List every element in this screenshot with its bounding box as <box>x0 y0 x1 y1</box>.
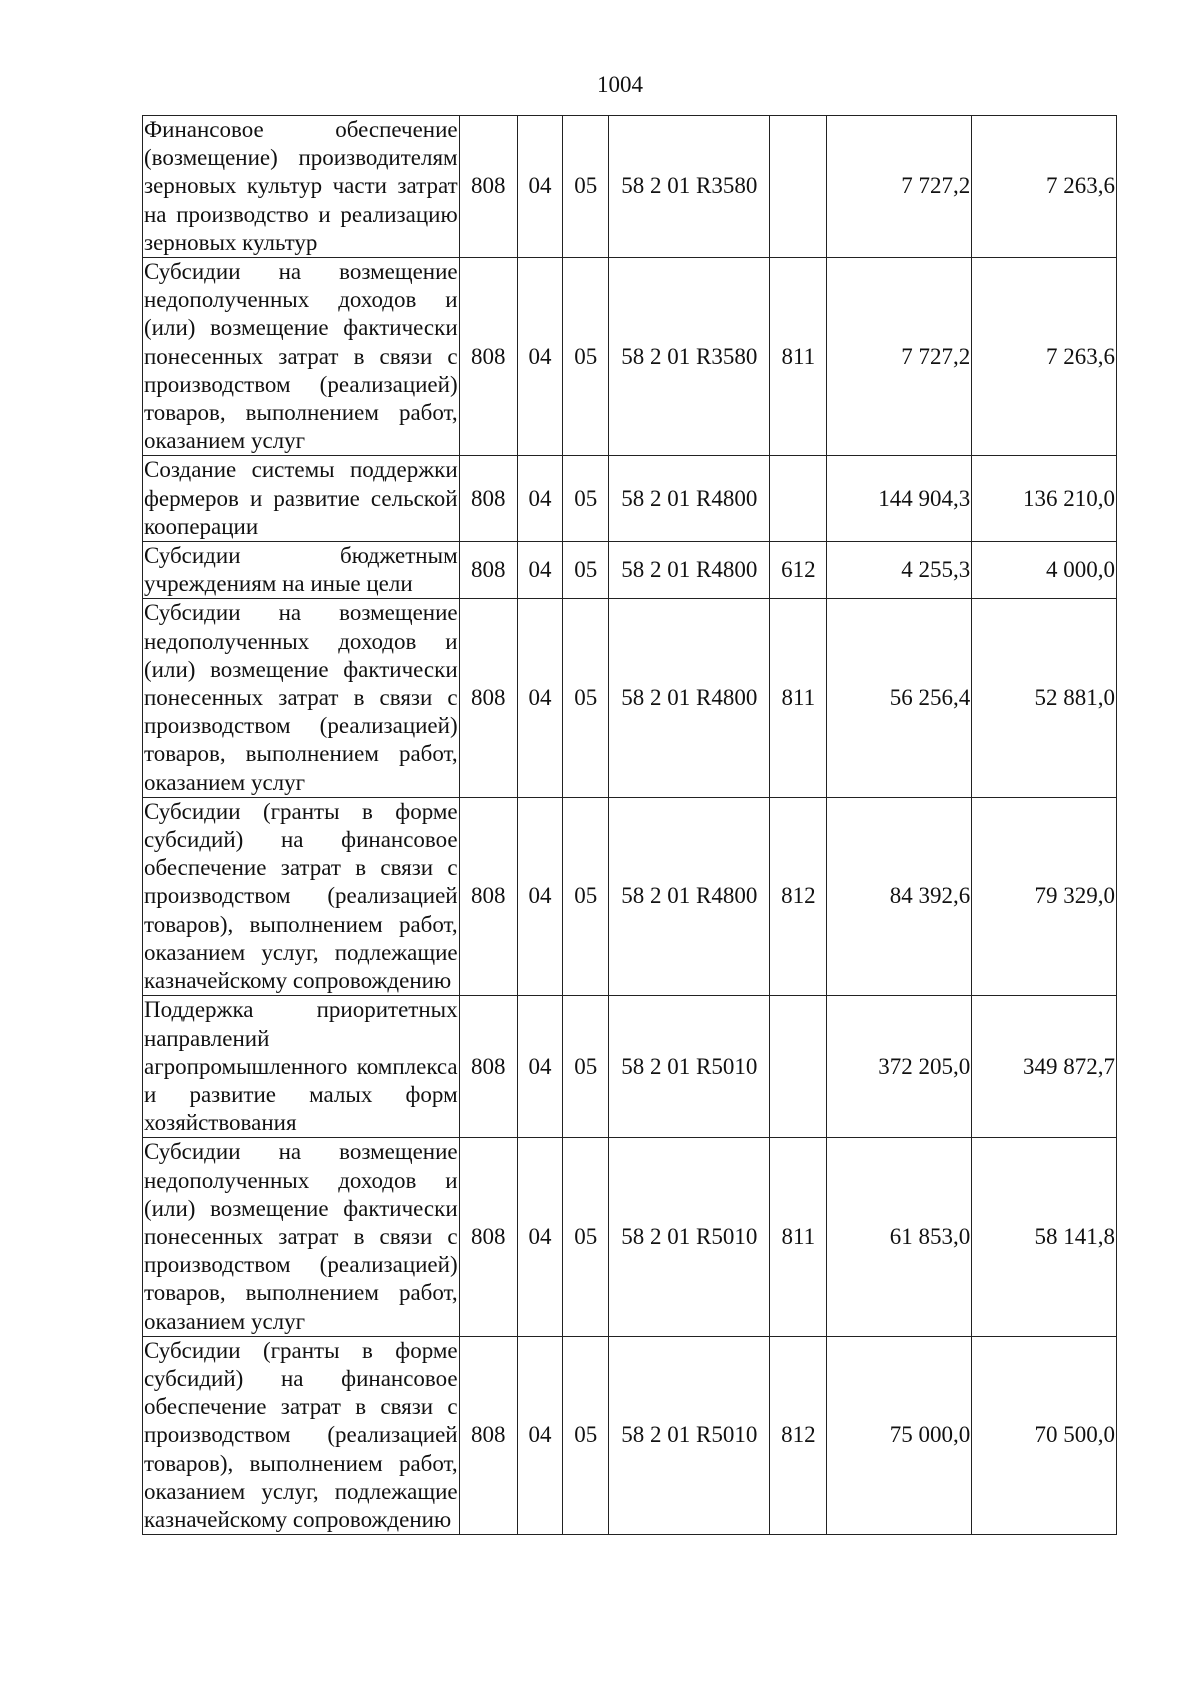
section-code: 04 <box>517 542 562 599</box>
row-name: Финансовое обеспечение (возмещение) производителям зерновых культур части затрат на производство и реализацию зерновых культур <box>143 116 460 258</box>
subsection-code: 05 <box>563 1138 609 1336</box>
expense-type-code <box>770 996 827 1138</box>
row-name: Поддержка приоритетных направлений агропромышленного комплекса и развитие малых форм хозяйствования <box>143 996 460 1138</box>
amount-first: 372 205,0 <box>827 996 972 1138</box>
section-code: 04 <box>517 116 562 258</box>
target-article-code: 58 2 01 R5010 <box>609 996 770 1138</box>
expense-type-code: 812 <box>770 1336 827 1534</box>
table-row <box>143 797 1117 995</box>
expense-type-code <box>770 116 827 258</box>
target-article-code: 58 2 01 R4800 <box>609 797 770 995</box>
table-row <box>143 456 1117 542</box>
row-name: Создание системы поддержки фермеров и развитие сельской кооперации <box>143 456 460 542</box>
target-article-code: 58 2 01 R5010 <box>609 1336 770 1534</box>
ministry-code: 808 <box>459 599 517 797</box>
ministry-code: 808 <box>459 996 517 1138</box>
amount-first: 75 000,0 <box>827 1336 972 1534</box>
table-row <box>143 996 1117 1138</box>
amount-first: 84 392,6 <box>827 797 972 995</box>
amount-second: 58 141,8 <box>972 1138 1117 1336</box>
section-code: 04 <box>517 456 562 542</box>
target-article-code: 58 2 01 R4800 <box>609 456 770 542</box>
expense-type-code <box>770 456 827 542</box>
table-row <box>143 542 1117 599</box>
ministry-code: 808 <box>459 1336 517 1534</box>
target-article-code: 58 2 01 R5010 <box>609 1138 770 1336</box>
row-name: Субсидии (гранты в форме субсидий) на финансовое обеспечение затрат в связи с производством (реализацией товаров), выполнением работ, оказанием услуг, подлежащие казначейскому сопровождению <box>143 797 460 995</box>
table-row <box>143 116 1117 258</box>
expense-type-code: 811 <box>770 599 827 797</box>
amount-second: 4 000,0 <box>972 542 1117 599</box>
target-article-code: 58 2 01 R4800 <box>609 599 770 797</box>
amount-first: 61 853,0 <box>827 1138 972 1336</box>
subsection-code: 05 <box>563 996 609 1138</box>
section-code: 04 <box>517 599 562 797</box>
expense-type-code: 812 <box>770 797 827 995</box>
row-name: Субсидии бюджетным учреждениям на иные цели <box>143 542 460 599</box>
ministry-code: 808 <box>459 1138 517 1336</box>
subsection-code: 05 <box>563 797 609 995</box>
ministry-code: 808 <box>459 797 517 995</box>
row-name: Субсидии (гранты в форме субсидий) на финансовое обеспечение затрат в связи с производством (реализацией товаров), выполнением работ, оказанием услуг, подлежащие казначейскому сопровождению <box>143 1336 460 1534</box>
section-code: 04 <box>517 797 562 995</box>
amount-second: 349 872,7 <box>972 996 1117 1138</box>
subsection-code: 05 <box>563 599 609 797</box>
table-row <box>143 1336 1117 1534</box>
ministry-code: 808 <box>459 456 517 542</box>
row-name: Субсидии на возмещение недополученных доходов и (или) возмещение фактически понесенных затрат в связи с производством (реализацией) товаров, выполнением работ, оказанием услуг <box>143 1138 460 1336</box>
amount-first: 56 256,4 <box>827 599 972 797</box>
target-article-code: 58 2 01 R3580 <box>609 258 770 456</box>
amount-second: 70 500,0 <box>972 1336 1117 1534</box>
expense-type-code: 612 <box>770 542 827 599</box>
section-code: 04 <box>517 1336 562 1534</box>
row-name: Субсидии на возмещение недополученных доходов и (или) возмещение фактически понесенных затрат в связи с производством (реализацией) товаров, выполнением работ, оказанием услуг <box>143 258 460 456</box>
amount-first: 144 904,3 <box>827 456 972 542</box>
page-number: 1004 <box>597 72 643 97</box>
ministry-code: 808 <box>459 258 517 456</box>
amount-second: 79 329,0 <box>972 797 1117 995</box>
subsection-code: 05 <box>563 456 609 542</box>
amount-second: 7 263,6 <box>972 116 1117 258</box>
expense-type-code: 811 <box>770 258 827 456</box>
target-article-code: 58 2 01 R4800 <box>609 542 770 599</box>
subsection-code: 05 <box>563 116 609 258</box>
section-code: 04 <box>517 258 562 456</box>
row-name: Субсидии на возмещение недополученных доходов и (или) возмещение фактически понесенных затрат в связи с производством (реализацией) товаров, выполнением работ, оказанием услуг <box>143 599 460 797</box>
amount-first: 7 727,2 <box>827 116 972 258</box>
table-row <box>143 1138 1117 1336</box>
section-code: 04 <box>517 996 562 1138</box>
subsection-code: 05 <box>563 1336 609 1534</box>
budget-table <box>142 115 1117 1535</box>
table-row <box>143 258 1117 456</box>
amount-first: 7 727,2 <box>827 258 972 456</box>
ministry-code: 808 <box>459 116 517 258</box>
ministry-code: 808 <box>459 542 517 599</box>
target-article-code: 58 2 01 R3580 <box>609 116 770 258</box>
table-row <box>143 599 1117 797</box>
section-code: 04 <box>517 1138 562 1336</box>
amount-second: 136 210,0 <box>972 456 1117 542</box>
subsection-code: 05 <box>563 542 609 599</box>
amount-second: 52 881,0 <box>972 599 1117 797</box>
amount-first: 4 255,3 <box>827 542 972 599</box>
expense-type-code: 811 <box>770 1138 827 1336</box>
subsection-code: 05 <box>563 258 609 456</box>
amount-second: 7 263,6 <box>972 258 1117 456</box>
